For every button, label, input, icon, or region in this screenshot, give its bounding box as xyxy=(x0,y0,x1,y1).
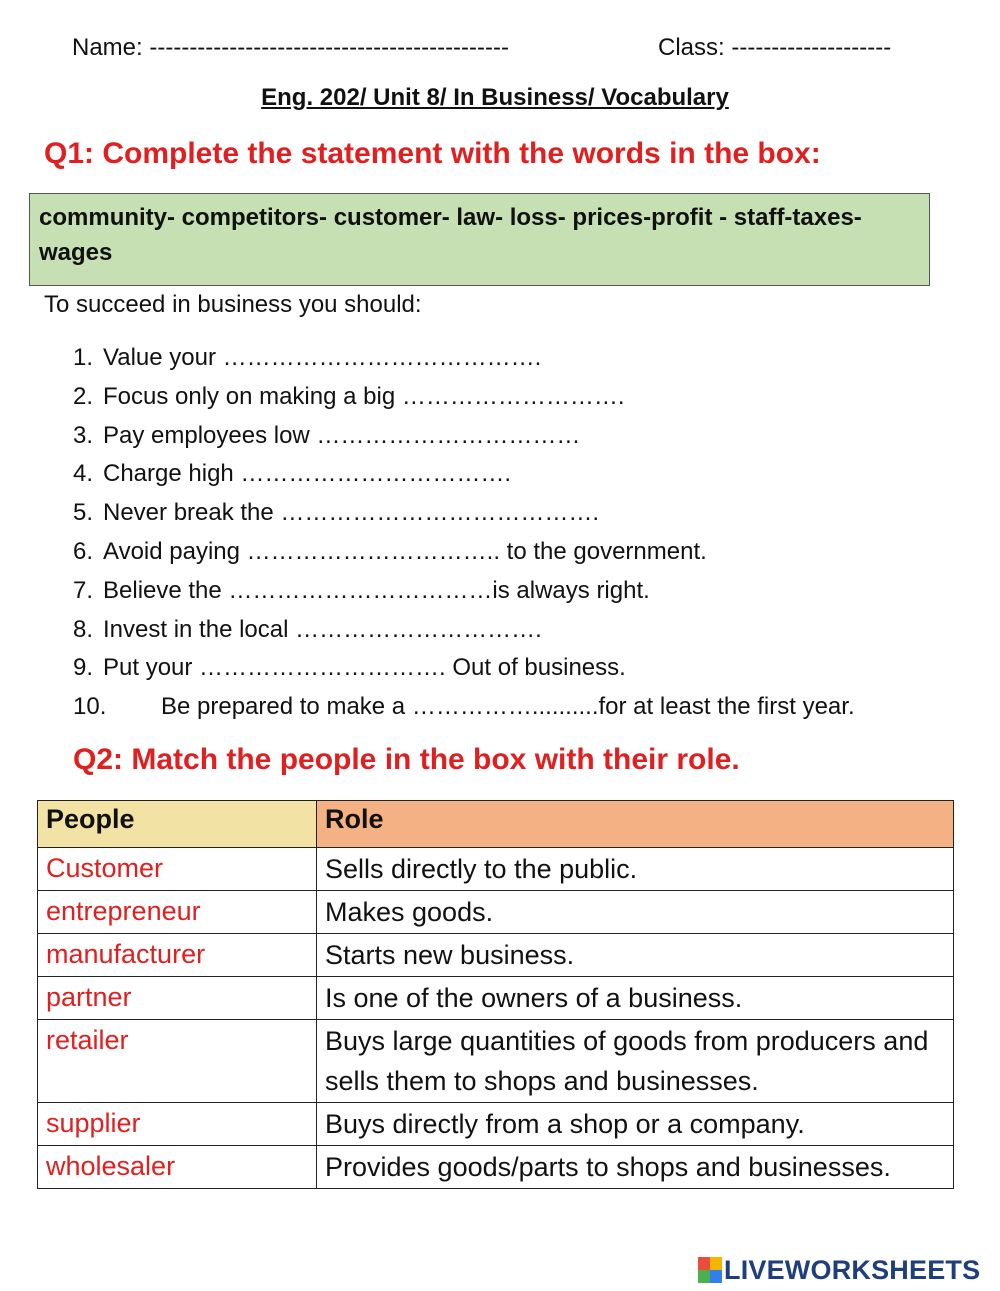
word-box: community- competitors- customer- law- loss- prices-profit - staff-taxes-wages xyxy=(29,193,930,286)
role-cell: Starts new business. xyxy=(317,934,954,977)
table-header-row xyxy=(38,801,954,848)
logo-square xyxy=(698,1270,710,1283)
table-row xyxy=(38,1020,954,1103)
person-cell: wholesaler xyxy=(38,1146,317,1189)
item-number: 5. xyxy=(73,499,94,527)
item-number: 1. xyxy=(73,344,94,371)
item-number: 4. xyxy=(73,460,94,488)
list-item xyxy=(73,339,855,378)
liveworksheets-logo-icon xyxy=(698,1257,722,1283)
item-text: Never break the …………………………………. xyxy=(103,499,600,527)
q1-statement-list xyxy=(73,339,855,727)
role-column-header: Role xyxy=(317,801,954,848)
table-row xyxy=(38,891,954,934)
role-cell: Makes goods. xyxy=(317,891,954,934)
person-cell: supplier xyxy=(38,1103,317,1146)
logo-square xyxy=(710,1257,722,1270)
table-row xyxy=(38,934,954,977)
liveworksheets-logo[interactable] xyxy=(698,1253,980,1287)
table-row xyxy=(38,848,954,891)
person-cell: retailer xyxy=(38,1020,317,1103)
item-number: 9. xyxy=(73,654,94,682)
list-item xyxy=(73,688,855,727)
person-cell: partner xyxy=(38,977,317,1020)
item-text: Charge high ……………………………. xyxy=(103,460,512,488)
item-number: 2. xyxy=(73,382,94,410)
table-row xyxy=(38,977,954,1020)
role-cell: Provides goods/parts to shops and businesses. xyxy=(317,1146,954,1189)
q1-intro: To succeed in business you should: xyxy=(44,291,422,318)
item-number: 7. xyxy=(73,576,94,604)
item-text: Put your …………………………. Out of business. xyxy=(103,654,626,682)
person-cell: Customer xyxy=(38,848,317,891)
list-item xyxy=(73,494,855,533)
logo-square xyxy=(698,1257,710,1270)
class-field-label: Class: -------------------- xyxy=(658,34,892,61)
q1-title: Q1: Complete the statement with the words in the box: xyxy=(44,137,821,170)
list-item xyxy=(73,417,855,456)
people-column-header: People xyxy=(38,801,317,848)
list-item xyxy=(73,649,855,688)
list-item xyxy=(73,455,855,494)
list-item xyxy=(73,611,855,650)
logo-square xyxy=(710,1270,722,1283)
person-cell: manufacturer xyxy=(38,934,317,977)
list-item xyxy=(73,378,855,417)
role-cell: Is one of the owners of a business. xyxy=(317,977,954,1020)
list-item xyxy=(73,533,855,572)
item-text: Believe the ……………………………is always right. xyxy=(103,576,650,604)
name-field-label: Name: --------------------------------------------- xyxy=(72,34,510,61)
role-cell: Buys directly from a shop or a company. xyxy=(317,1103,954,1146)
list-item xyxy=(73,572,855,611)
q2-title: Q2: Match the people in the box with their role. xyxy=(73,743,740,776)
item-text: Pay employees low …………………………… xyxy=(103,421,581,449)
role-cell: Sells directly to the public. xyxy=(317,848,954,891)
logo-text: LIVEWORKSHEETS xyxy=(724,1254,981,1285)
item-text: Be prepared to make a ……………..........for at least the first year. xyxy=(161,693,855,721)
item-number: 3. xyxy=(73,421,94,449)
item-text: Value your …………………………………. xyxy=(103,344,542,371)
item-number: 8. xyxy=(73,615,94,643)
worksheet-subtitle: Eng. 202/ Unit 8/ In Business/ Vocabulary xyxy=(261,84,729,111)
matching-table xyxy=(37,800,954,1189)
role-cell: Buys large quantities of goods from producers and sells them to shops and businesses. xyxy=(317,1020,954,1103)
person-cell: entrepreneur xyxy=(38,891,317,934)
item-number: 10. xyxy=(73,693,107,721)
item-text: Avoid paying ………………………….. to the government. xyxy=(103,537,707,565)
table-row xyxy=(38,1103,954,1146)
item-text: Invest in the local …………………………. xyxy=(103,615,542,643)
table-row xyxy=(38,1146,954,1189)
item-number: 6. xyxy=(73,537,94,565)
item-text: Focus only on making a big ………………………. xyxy=(103,382,625,410)
